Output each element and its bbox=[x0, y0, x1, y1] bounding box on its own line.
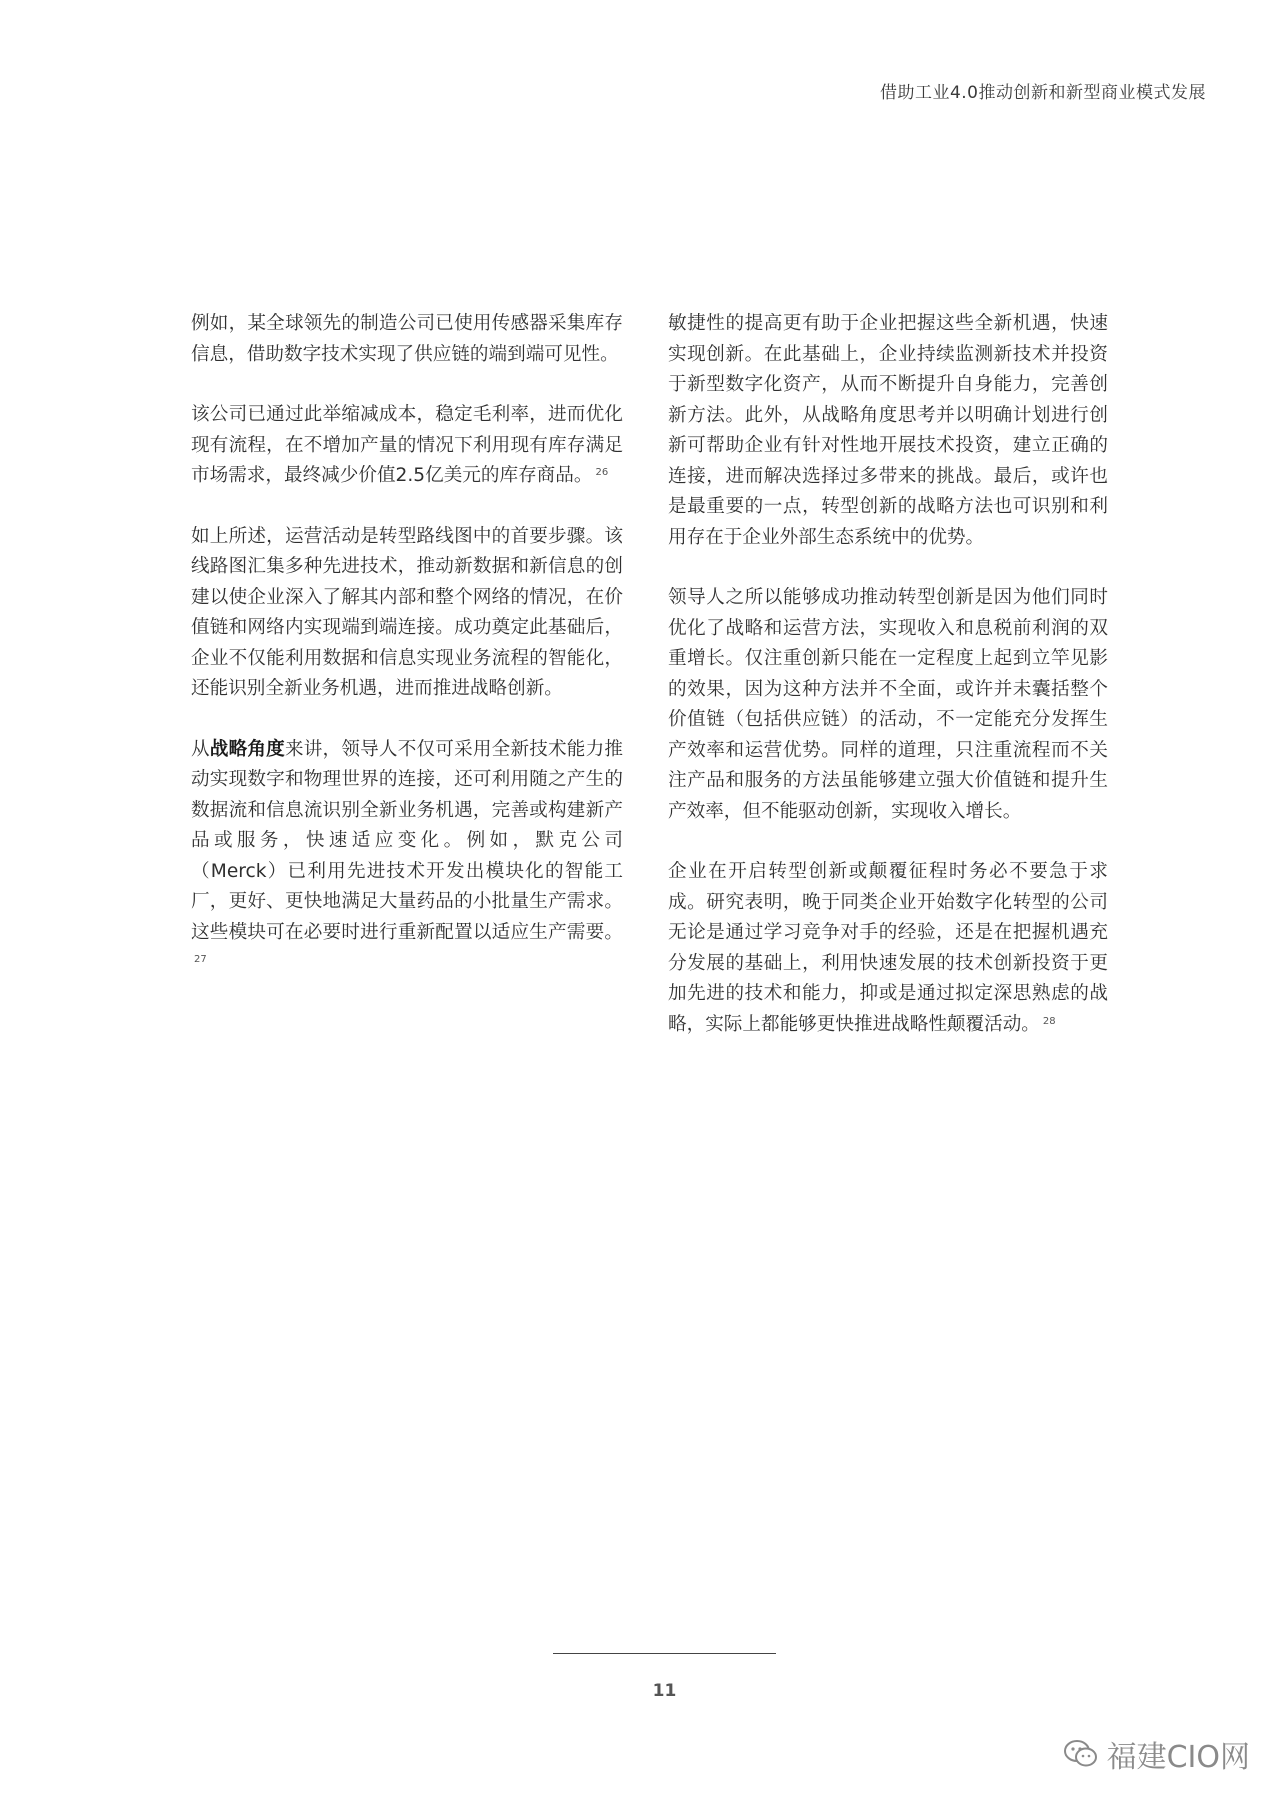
paragraph-text: 该公司已通过此举缩减成本，稳定毛利率，进而优化现有流程，在不增加产量的情况下利用现有库存满足市场需求，最终减少价值2.5亿美元的库存商品。 bbox=[191, 404, 623, 486]
footnote-ref: 26 bbox=[595, 467, 609, 478]
paragraph-text: 企业在开启转型创新或颠覆征程时务必不要急于求成。研究表明，晚于同类企业开始数字化转型的公司无论是通过学习竞争对手的经验，还是在把握机遇充分发展的基础上，利用快速发展的技术创新投资于更加先进的技术和能力，抑或是通过拟定深思熟虑的战略，实际上都能够更快推进战略性颠覆活动。 bbox=[668, 861, 1108, 1035]
paragraph: 敏捷性的提高更有助于企业把握这些全新机遇，快速实现创新。在此基础上，企业持续监测新技术并投资于新型数字化资产，从而不断提升自身能力，完善创新方法。此外，从战略角度思考并以明确计划进行创新可帮助企业有针对性地开展技术投资，建立正确的连接，进而解决选择过多带来的挑战。最后，或许也是最重要的一点，转型创新的战略方法也可识别和利用存在于企业外部生态系统中的优势。 bbox=[668, 313, 1108, 548]
paragraph-prefix: 从 bbox=[191, 738, 210, 760]
watermark-text: 福建CIO网 bbox=[1106, 1740, 1250, 1775]
watermark bbox=[1063, 1732, 1250, 1776]
paragraph-text: 来讲，领导人不仅可采用全新技术能力推动实现数字和物理世界的连接，还可利用随之产生的数据流和信息流识别全新业务机遇，完善或构建新产品或服务，快速适应变化。例如，默克公司（Merck）已利用先进技术开发出模块化的智能工厂，更好、更快地满足大量药品的小批量生产需求。这些模块可在必要时进行重新配置以适应生产需要。 bbox=[191, 738, 623, 943]
footnote-ref: 28 bbox=[1042, 1015, 1056, 1027]
page-number: 11 bbox=[652, 1681, 677, 1701]
paragraph: 例如，某全球领先的制造公司已使用传感器采集库存信息，借助数字技术实现了供应链的端到端可见性。 bbox=[191, 313, 623, 365]
paragraph bbox=[191, 735, 623, 979]
left-column bbox=[191, 309, 623, 1009]
footer-divider bbox=[553, 1653, 776, 1654]
wechat-icon bbox=[1063, 1739, 1099, 1769]
running-header-title: 借助工业4.0推动创新和新型商业模式发展 bbox=[879, 83, 1206, 103]
paragraph bbox=[668, 857, 1108, 1040]
right-column bbox=[668, 309, 1108, 1070]
footnote-ref: 27 bbox=[194, 954, 207, 965]
paragraph: 领导人之所以能够成功推动转型创新是因为他们同时优化了战略和运营方法，实现收入和息税前利润的双重增长。仅注重创新只能在一定程度上起到立竿见影的效果，因为这种方法并不全面，或许并未囊括整个价值链（包括供应链）的活动，不一定能充分发挥生产效率和运营优势。同样的道理，只注重流程而不关注产品和服务的方法虽能够建立强大价值链和提升生产效率，但不能驱动创新，实现收入增长。 bbox=[668, 587, 1108, 822]
paragraph bbox=[191, 400, 623, 492]
paragraph: 如上所述，运营活动是转型路线图中的首要步骤。该线路图汇集多种先进技术，推动新数据和新信息的创建以使企业深入了解其内部和整个网络的情况，在价值链和网络内实现端到端连接。成功奠定此基础后，企业不仅能利用数据和信息实现业务流程的智能化，还能识别全新业务机遇，进而推进战略创新。 bbox=[191, 525, 623, 699]
bold-phrase: 战略角度 bbox=[209, 738, 285, 760]
